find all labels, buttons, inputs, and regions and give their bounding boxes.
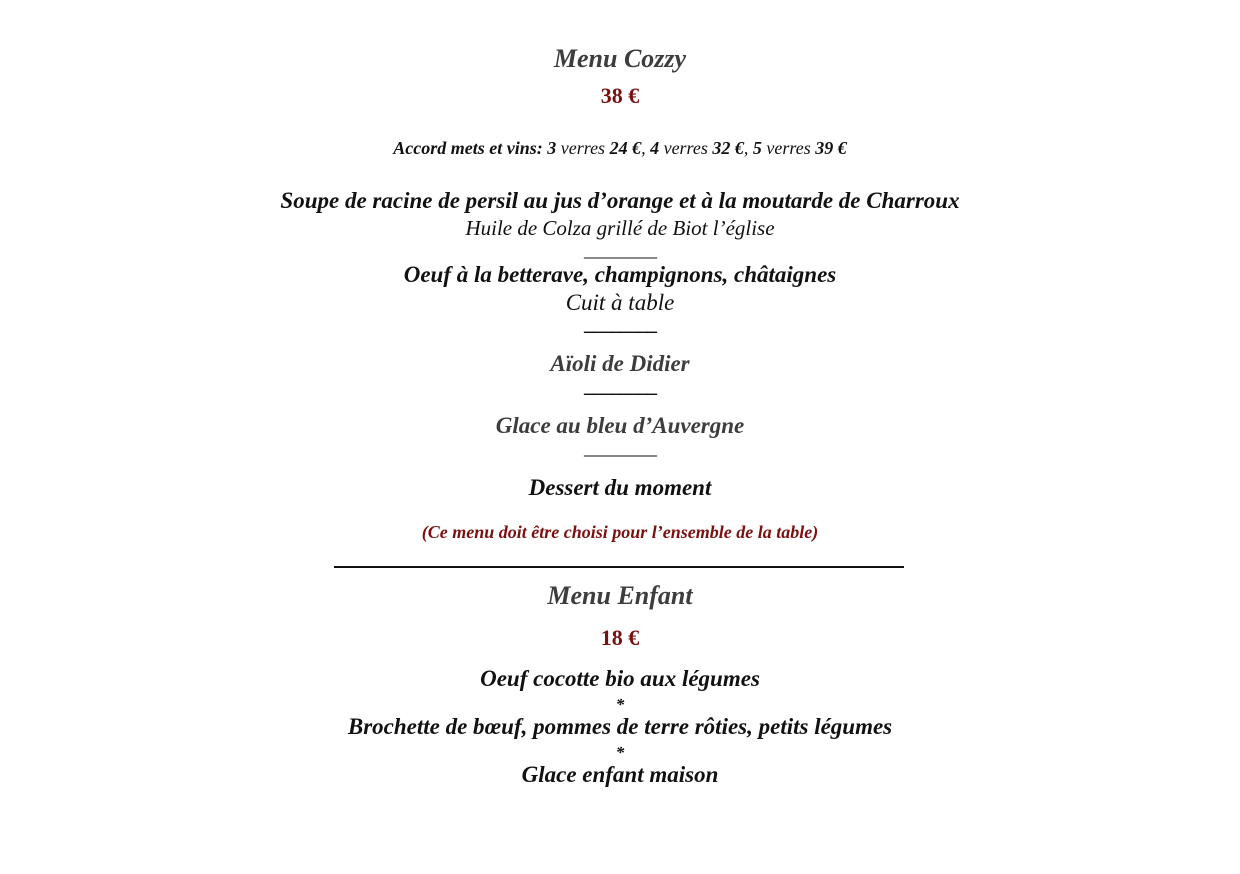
pairing-price-3: 24 €	[609, 138, 642, 158]
table-note: (Ce menu doit être choisi pour l’ensemble de la table)	[421, 522, 819, 542]
course-1-name: Soupe de racine de persil au jus d’orange et à la moutarde de Charroux	[280, 188, 960, 213]
course-1-detail: Huile de Colza grillé de Biot l’église	[465, 216, 775, 240]
section-divider	[334, 566, 904, 568]
course-separator: ________	[584, 239, 656, 261]
pairing-price-4: 32 €	[712, 138, 744, 158]
course-5-name: Dessert du moment	[528, 475, 712, 500]
pairing-glasses-text: verres	[761, 138, 816, 158]
pairing-glasses-text: verres	[556, 138, 610, 158]
kids-course-1: Oeuf cocotte bio aux légumes	[480, 666, 760, 691]
course-3-name: Aïoli de Didier	[550, 351, 690, 376]
course-4-name: Glace au bleu d’Auvergne	[495, 413, 745, 438]
kids-course-separator: *	[615, 695, 625, 714]
pairing-sep: ,	[641, 138, 651, 158]
course-2-name: Oeuf à la betterave, champignons, châtaignes	[403, 262, 837, 287]
course-separator: ________	[584, 437, 656, 459]
pairing-count-4: 4	[650, 138, 660, 158]
wine-pairing-label: Accord mets et vins:	[393, 138, 543, 158]
pairing-sep: ,	[743, 138, 753, 158]
menu-cozzy-price: 38 €	[600, 83, 640, 108]
course-separator: ________	[584, 313, 656, 335]
pairing-count-3: 3	[547, 138, 557, 158]
kids-course-2: Brochette de bœuf, pommes de terre rôties, petits légumes	[347, 714, 893, 739]
course-2-detail: Cuit à table	[565, 290, 675, 315]
pairing-glasses-text: verres	[659, 138, 713, 158]
menu-cozzy-title: Menu Cozzy	[553, 44, 687, 73]
menu-enfant-title: Menu Enfant	[547, 581, 693, 610]
course-separator: ________	[584, 375, 656, 397]
menu-enfant-price: 18 €	[600, 625, 640, 650]
kids-course-3: Glace enfant maison	[521, 762, 719, 787]
pairing-price-5: 39 €	[815, 138, 847, 158]
pairing-count-5: 5	[752, 138, 762, 158]
wine-pairing-line	[0, 138, 1240, 159]
kids-course-separator: *	[615, 743, 625, 762]
